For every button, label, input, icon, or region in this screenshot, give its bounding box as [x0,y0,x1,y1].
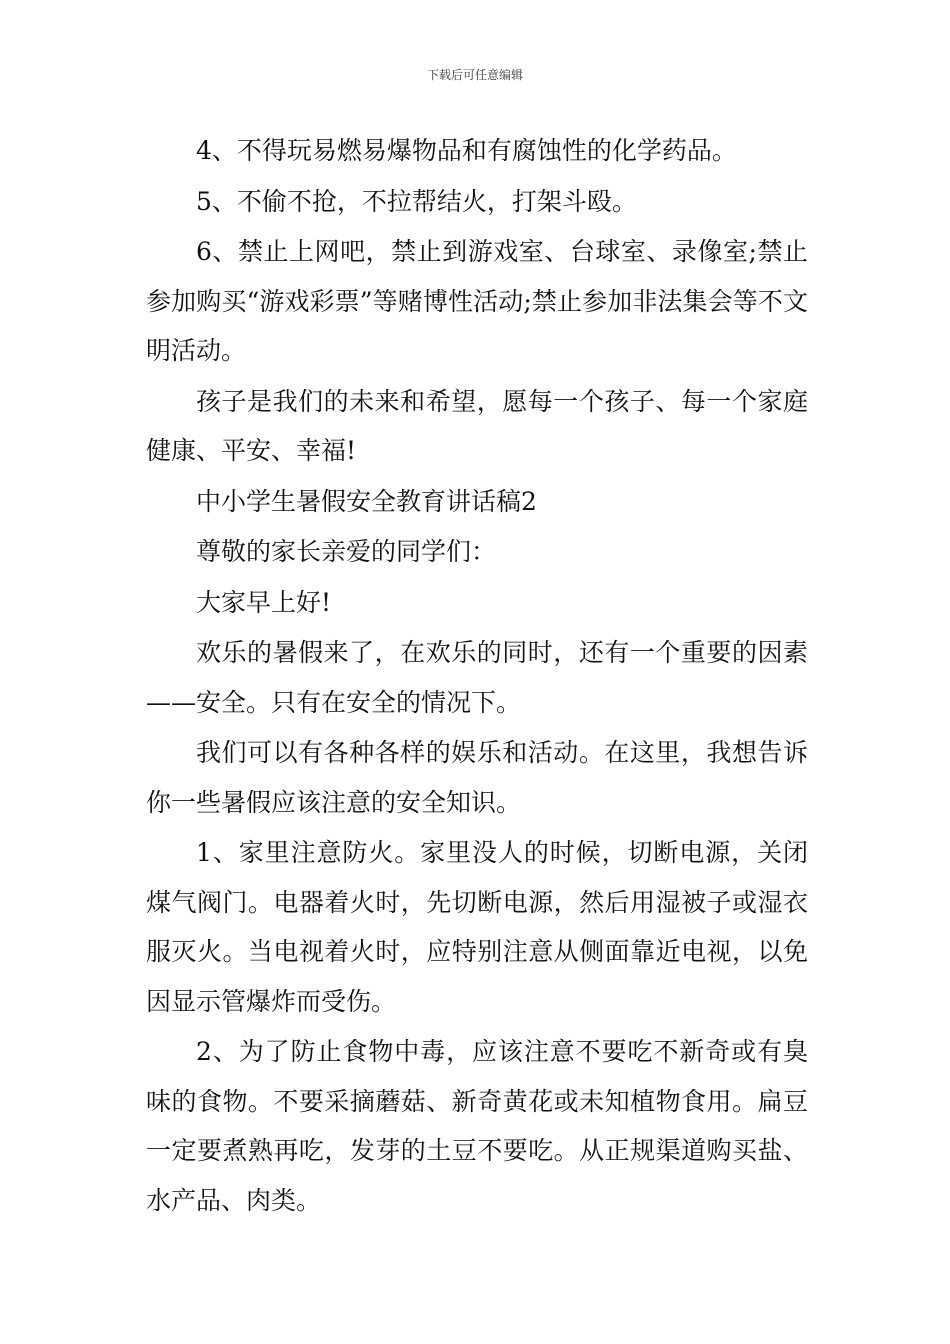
greeting: 大家早上好! [196,587,332,617]
paragraph-rule-6: 6、禁止上网吧，禁止到游戏室、台球室、录像室;禁止参加购买“游戏彩票”等赌博性活动;禁止参加非法集会等不文明活动。 [146,237,808,365]
section-title: 中小学生暑假安全教育讲话稿2 [196,486,537,516]
paragraph-intro-2: 我们可以有各种各样的娱乐和活动。在这里，我想告诉你一些暑假应该注意的安全知识。 [146,738,808,817]
paragraph-food-safety: 2、为了防止食物中毒，应该注意不要吃不新奇或有臭味的食物。不要采摘蘑菇、新奇黄花或未知植物食用。扁豆一定要煮熟再吃，发芽的土豆不要吃。从正规渠道购买盐、水产品、肉类。 [146,1037,808,1215]
document-body [146,126,808,1226]
paragraph-fire-safety: 1、家里注意防火。家里没人的时候，切断电源，关闭煤气阀门。电器着火时，先切断电源，然后用湿被子或湿衣服灭火。当电视着火时，应特别注意从侧面靠近电视，以免因显示管爆炸而受伤。 [146,838,808,1016]
page-header-note: 下载后可任意编辑 [426,68,523,82]
paragraph-rule-4: 4、不得玩易燃易爆物品和有腐蚀性的化学药品。 [196,136,737,165]
paragraph-closing-wish: 孩子是我们的未来和希望，愿每一个孩子、每一个家庭健康、平安、幸福! [146,386,808,465]
paragraph-intro-1: 欢乐的暑假来了，在欢乐的同时，还有一个重要的因素——安全。只有在安全的情况下。 [146,638,808,717]
salutation: 尊敬的家长亲爱的同学们： [196,537,497,566]
paragraph-rule-5: 5、不偷不抢，不拉帮结火，打架斗殴。 [196,186,637,216]
